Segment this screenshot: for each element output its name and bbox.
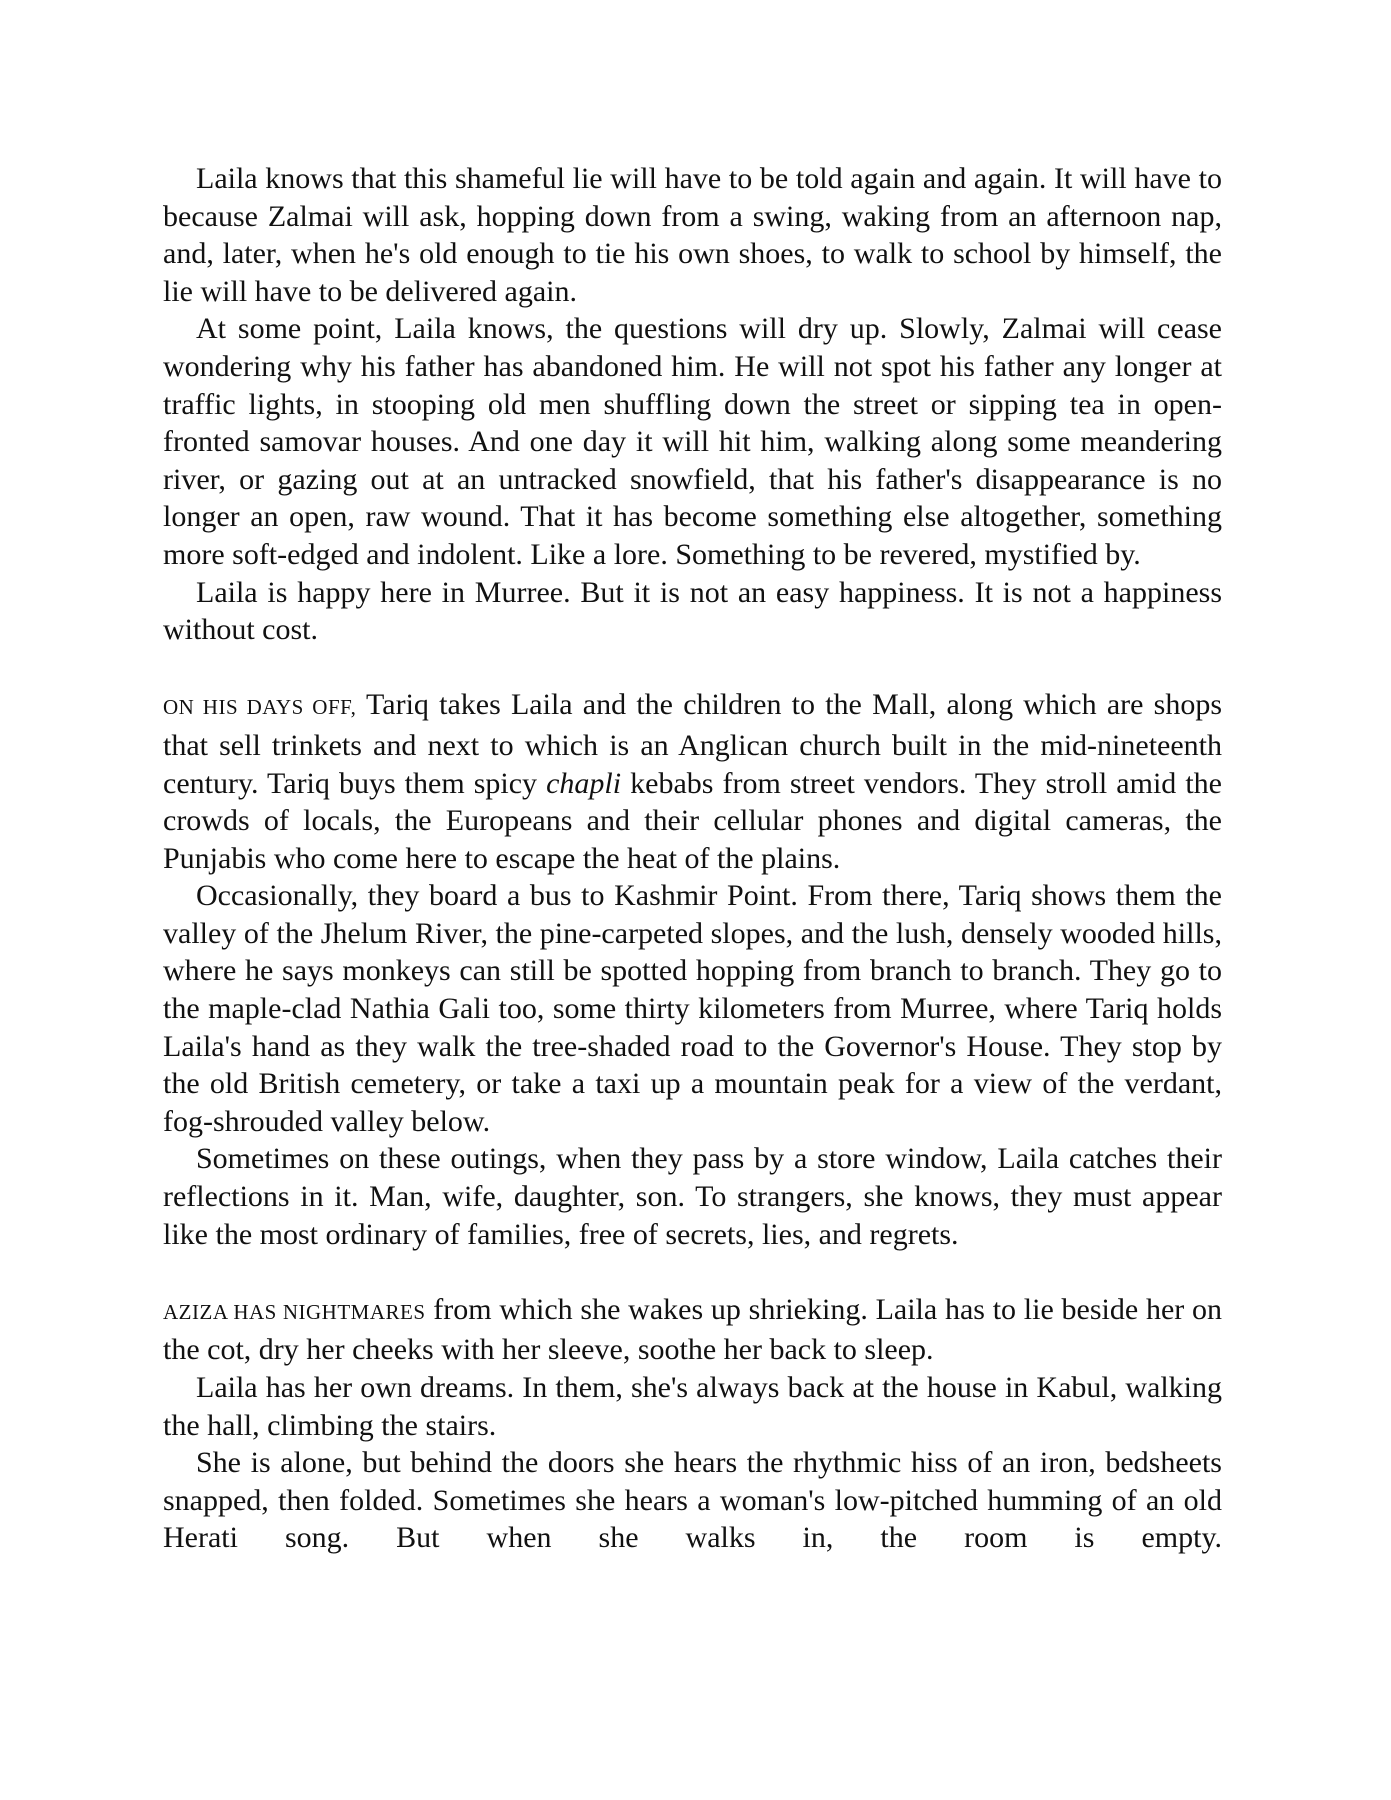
paragraph-days-off-part1: Tariq takes Laila and the children to the Mall, along which are shops that sell trinkets and next to which is an Anglican church built in the mid-nineteenth century. Tariq buys them spicy <box>163 688 1223 800</box>
paragraph-days-off <box>163 686 1222 877</box>
paragraph-reflections: Sometimes on these outings, when they pass by a store window, Laila catches their reflections in it. Man, wife, daughter, son. To strangers, she knows, they must appear like the most ordinary of families, free of secrets, lies, and regrets. <box>163 1142 1222 1251</box>
paragraph-alone: She is alone, but behind the doors she hears the rhythmic hiss of an iron, bedsheets snapped, then folded. Sometimes she hears a woman's low-pitched humming of an old Herati song. But when she walks in, the room is empty. <box>163 1446 1222 1555</box>
paragraph-murree: Laila is happy here in Murree. But it is not an easy happiness. It is not a happiness without cost. <box>163 575 1222 647</box>
paragraph-lie: Laila knows that this shameful lie will have to be told again and again. It will have to because Zalmai will ask, hopping down from a swing, waking from an afternoon nap, and, later, when he's old enough to tie his own shoes, to walk to school by himself, the lie will have to be delivered again. <box>163 162 1222 308</box>
paragraph-nightmares <box>163 1291 1222 1369</box>
paragraph-days-off-part2: kebabs from street vendors. They stroll amid the crowds of locals, the Europeans and their cellular phones and digital cameras, the Punjabis who come here to escape the heat of the plains. <box>163 766 1222 875</box>
paragraph-nightmares-text: from which she wakes up shrieking. Laila has to lie beside her on the cot, dry her cheeks with her sleeve, soothe her back to sleep. <box>163 1292 1223 1367</box>
paragraph-dreams: Laila has her own dreams. In them, she's always back at the house in Kabul, walking the hall, climbing the stairs. <box>163 1371 1222 1442</box>
body-text <box>163 160 1222 1557</box>
paragraph-kashmir-point: Occasionally, they board a bus to Kashmir Point. From there, Tariq shows them the valley of the Jhelum River, the pine-carpeted slopes, and the lush, densely wooded hills, where he says monkeys can still be spotted hopping from branch to branch. They go to the maple-clad Nathia Gali too, some thirty kilometers from Murree, where Tariq holds Laila's hand as they walk the tree-shaded road to the Governor's House. They stop by the old British cemetery, or take a taxi up a mountain peak for a view of the verdant, fog-shrouded valley below. <box>163 879 1222 1138</box>
paragraph-questions: At some point, Laila knows, the questions will dry up. Slowly, Zalmai will cease wondering why his father has abandoned him. He will not spot his father any longer at traffic lights, in stooping old men shuffling down the street or sipping tea in open-fronted samovar houses. And one day it will hit him, walking along some meandering river, or gazing out at an untracked snowfield, that his father's disappearance is no longer an open, raw wound. That it has become something else altogether, something more soft-edged and indolent. Like a lore. Something to be revered, mystified by. <box>163 312 1222 571</box>
section-lead-days-off: ON HIS DAYS OFF, <box>163 695 357 720</box>
section-lead-nightmares: AZIZA HAS NIGHTMARES <box>163 1299 426 1324</box>
italic-word-chapli: chapli <box>546 766 622 800</box>
